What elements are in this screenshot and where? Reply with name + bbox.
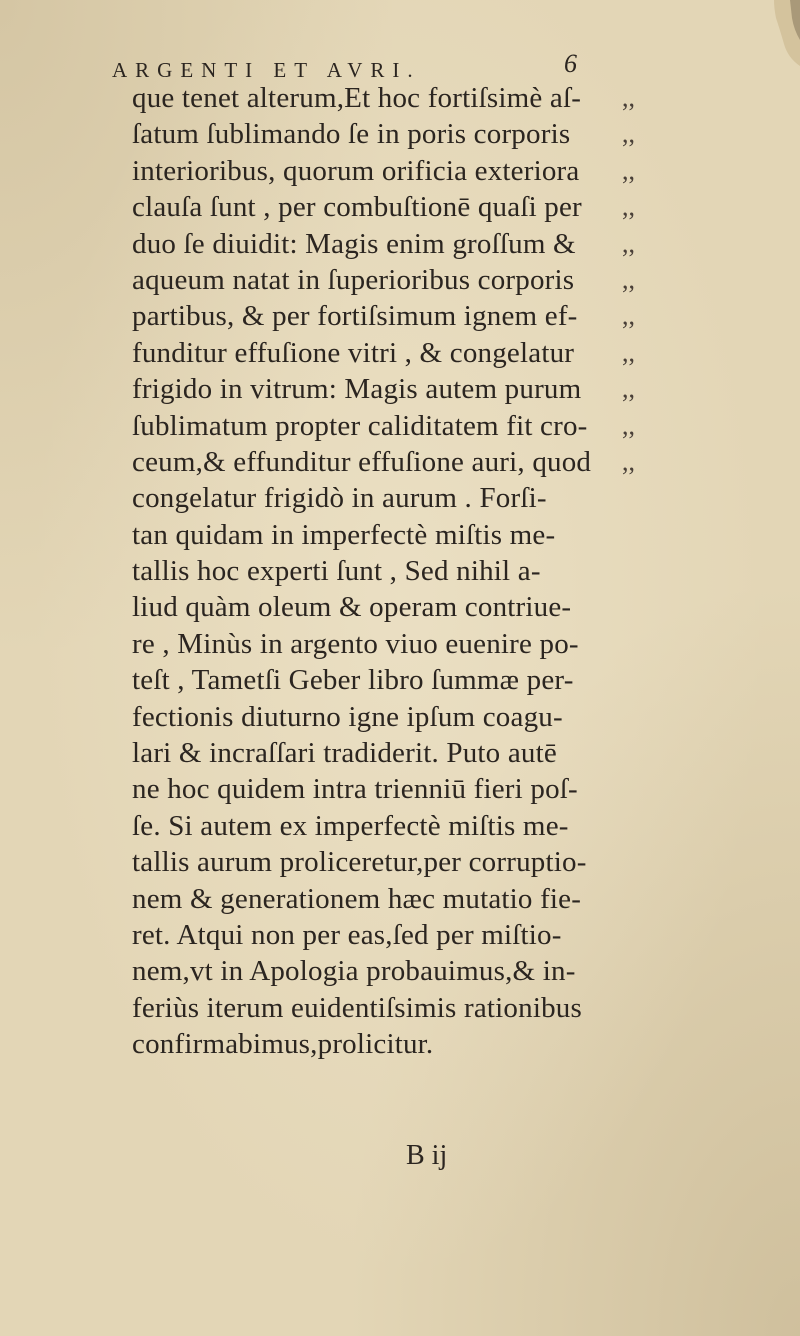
quote-mark: ,, [622,155,635,185]
page-corner-stain [754,0,800,70]
text-line: tallis aurum proliceretur,per corruptio- [132,846,587,879]
running-title: ARGENTI ET AVRI. [112,58,421,82]
quote-mark: ,, [622,337,635,367]
quote-mark: ,, [622,264,635,294]
text-line: confirmabimus,prolicitur. [132,1028,434,1061]
text-line: frigido in vitrum: Magis autem purum [132,373,582,406]
text-line: ſublimatum propter caliditatem fit cro- [132,409,588,442]
text-line: feriùs iterum euidentiſsimis rationibus [132,991,582,1024]
page-number: 6 [564,49,577,78]
text-line: partibus, & per fortiſsimum ignem ef- [132,300,578,333]
text-line: ceum,& effunditur effuſione auri, quod [132,445,592,478]
text-line: nem & generationem hæc mutatio fie- [132,882,582,915]
text-line: lari & incraſſari tradiderit. Puto autē [132,737,557,770]
text-line: ſatum ſublimando ſe in poris corporis [132,118,571,151]
text-line: interioribus, quorum orificia exteriora [132,154,580,187]
quotation-marks-column [622,80,658,480]
text-line: teſt , Tametſi Geber libro ſummæ per- [132,664,574,697]
text-line: ſe. Si autem ex imperfectè miſtis me- [132,809,569,842]
quote-mark: ,, [622,410,635,440]
quote-mark: ,, [622,374,635,404]
text-line: ret. Atqui non per eas,ſed per miſtio- [132,918,562,951]
text-line: que tenet alterum,Et hoc fortiſsimè aſ- [132,82,582,114]
text-line: nem,vt in Apologia probauimus,& in- [132,955,576,988]
text-line: funditur effuſione vitri , & congelatur [132,336,575,369]
text-line: tallis hoc experti ſunt , Sed nihil a- [132,555,541,588]
quote-mark: ,, [622,192,635,222]
quote-mark: ,, [622,83,635,112]
signature-mark-text: B ij [406,1140,448,1171]
text-line: congelatur frigidò in aurum . Forſi- [132,482,547,515]
text-line: re , Minùs in argento viuo euenire po- [132,627,579,660]
text-line: tan quidam in imperfectè miſtis me- [132,518,556,551]
text-line: ne hoc quidem intra trienniū fieri poſ- [132,773,578,806]
text-line: liud quàm oleum & operam contriue- [132,591,572,624]
text-line: fectionis diuturno igne ipſum coagu- [132,700,563,733]
text-line: clauſa ſunt , per combuſtionē quaſi per [132,191,582,224]
text-line: duo ſe diuidit: Magis enim groſſum & [132,227,576,260]
quote-mark: ,, [622,228,635,258]
quote-mark: ,, [622,119,635,149]
body-text [132,80,632,1063]
quote-mark: ,, [622,301,635,331]
quote-mark: ,, [622,446,635,476]
text-line: aqueum natat in ſuperioribus corporis [132,263,575,296]
